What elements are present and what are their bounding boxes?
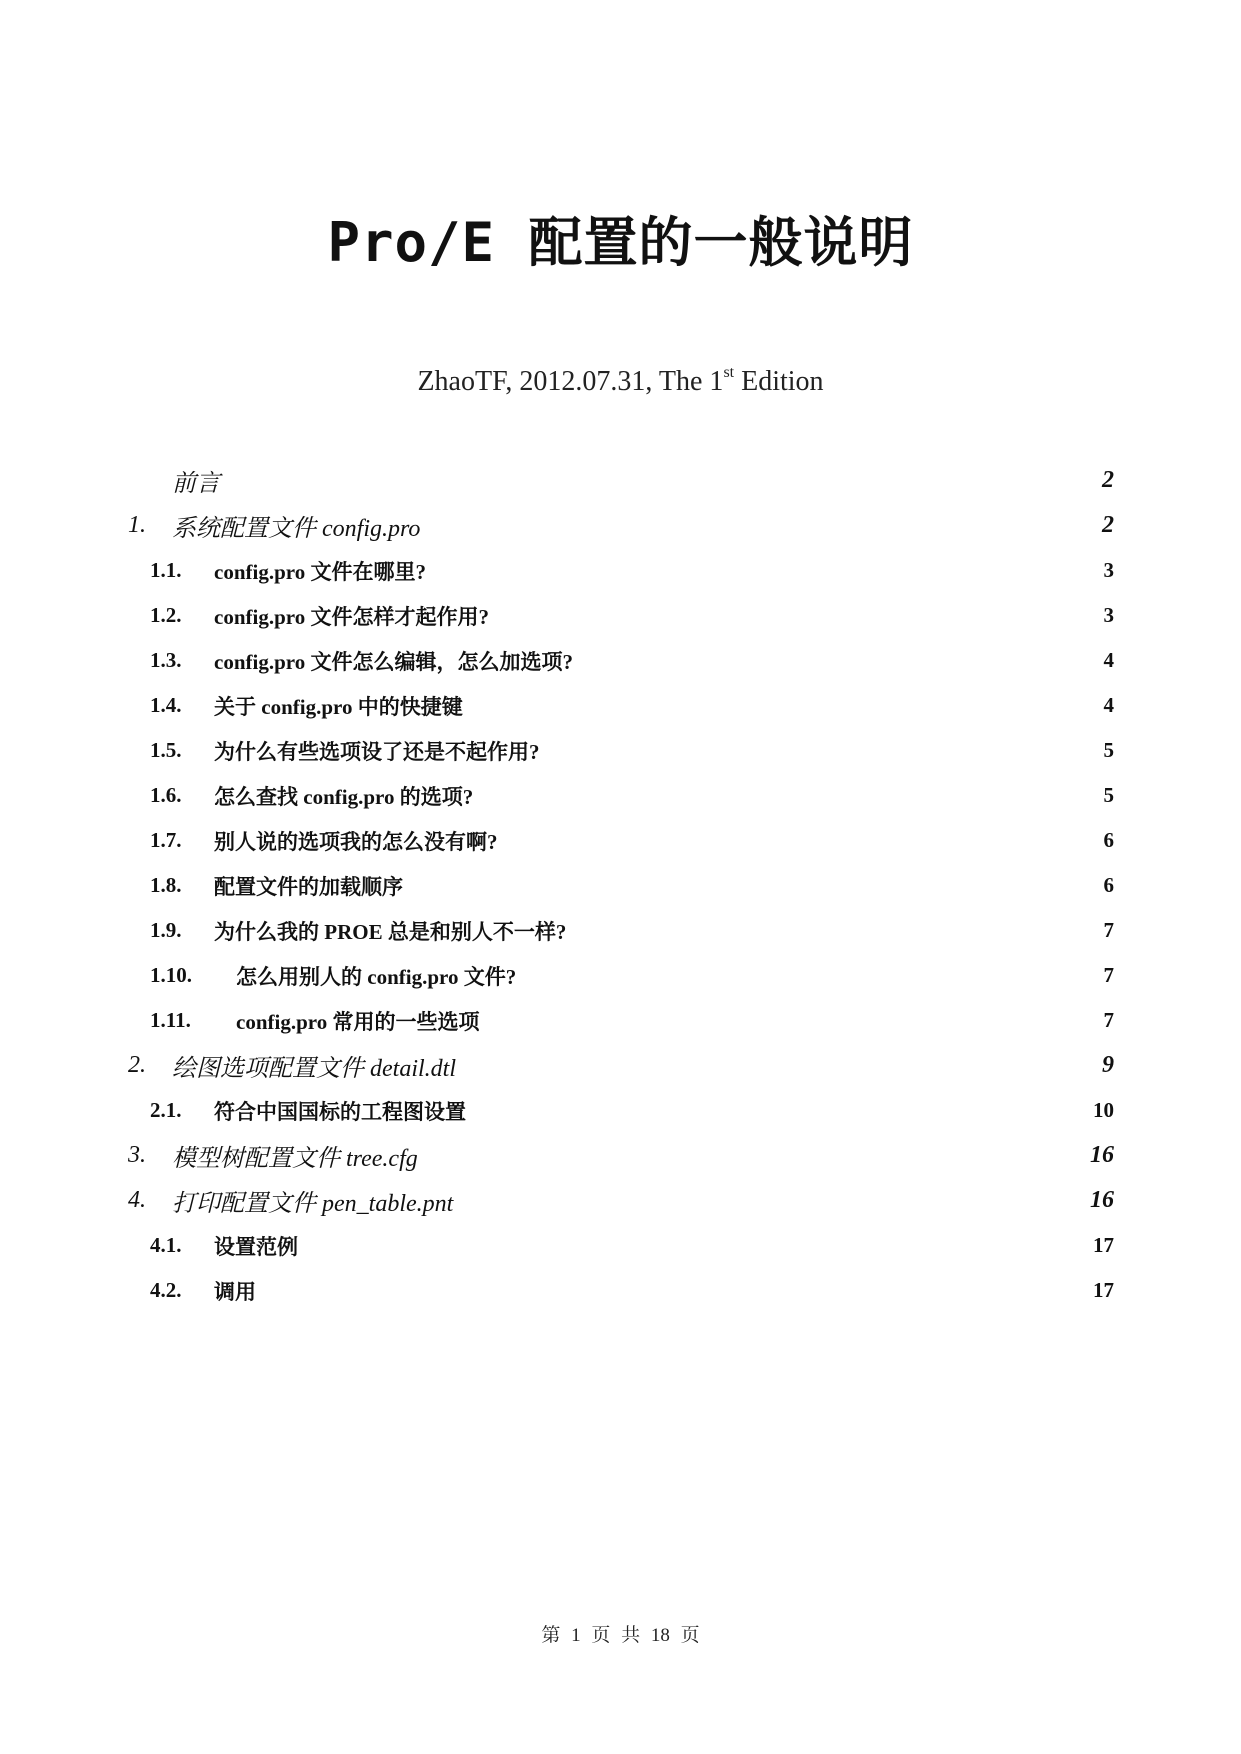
toc-entry-title: 绘图选项配置文件 detail.dtl <box>172 1056 456 1082</box>
toc-entry-page-number: 3 <box>1103 603 1114 627</box>
toc-entry-number: 1.2. <box>150 603 182 627</box>
subtitle-superscript: st <box>723 364 735 381</box>
toc-entry-title: 关于 config.pro 中的快捷键 <box>214 694 463 719</box>
toc-entry-number: 1.11. <box>150 1008 191 1032</box>
toc-entry-title: 为什么有些选项设了还是不起作用? <box>214 739 540 764</box>
toc-entry-page-number: 16 <box>1090 1142 1114 1168</box>
toc-entry-number: 1. <box>128 512 146 538</box>
toc-entry-page-number: 5 <box>1103 783 1114 807</box>
toc-entry-title: config.pro 文件怎么编辑，怎么加选项? <box>214 649 573 674</box>
toc-entry-title: config.pro 常用的一些选项 <box>236 1009 480 1034</box>
toc-entry[interactable] <box>128 908 1114 953</box>
toc-entry[interactable] <box>128 1133 1114 1178</box>
toc-entry-title: config.pro 文件怎样才起作用? <box>214 604 489 629</box>
toc-entry[interactable] <box>128 1223 1114 1268</box>
toc-entry-number: 2.1. <box>150 1098 182 1122</box>
toc-entry-page-number: 4 <box>1103 648 1114 672</box>
toc-entry-number: 4.1. <box>150 1233 182 1257</box>
toc-entry[interactable] <box>128 998 1114 1043</box>
toc-entry-page-number: 2 <box>1102 512 1114 538</box>
toc-entry-title: 配置文件的加载顺序 <box>214 874 403 899</box>
table-of-contents <box>128 458 1114 1313</box>
toc-entry-page-number: 7 <box>1103 963 1114 987</box>
toc-entry[interactable] <box>128 458 1114 503</box>
toc-entry-page-number: 17 <box>1093 1278 1114 1302</box>
toc-entry-number: 2. <box>128 1052 146 1078</box>
toc-entry-number: 1.7. <box>150 828 182 852</box>
toc-entry-page-number: 3 <box>1103 558 1114 582</box>
toc-entry-title: config.pro 文件在哪里? <box>214 559 426 584</box>
toc-entry-title: 打印配置文件 pen_table.pnt <box>172 1191 454 1217</box>
toc-entry-number: 4. <box>128 1187 146 1213</box>
toc-entry-page-number: 6 <box>1103 828 1114 852</box>
toc-entry-page-number: 16 <box>1090 1187 1114 1213</box>
document-title: Pro/E 配置的一般说明 <box>327 211 914 274</box>
toc-entry[interactable] <box>128 1043 1114 1088</box>
toc-entry-title: 模型树配置文件 tree.cfg <box>172 1146 418 1172</box>
toc-entry[interactable] <box>128 818 1114 863</box>
toc-entry-page-number: 2 <box>1102 467 1114 493</box>
toc-entry-title: 符合中国国标的工程图设置 <box>214 1099 466 1124</box>
toc-entry-title: 前言 <box>172 471 220 497</box>
toc-entry-number: 1.5. <box>150 738 182 762</box>
toc-entry-page-number: 7 <box>1103 918 1114 942</box>
toc-entry[interactable] <box>128 728 1114 773</box>
toc-entry-title: 系统配置文件 config.pro <box>172 516 421 542</box>
toc-entry-title: 设置范例 <box>214 1234 298 1259</box>
toc-entry-page-number: 17 <box>1093 1233 1114 1257</box>
toc-entry[interactable] <box>128 683 1114 728</box>
toc-entry-number: 1.6. <box>150 783 182 807</box>
toc-entry-page-number: 4 <box>1103 693 1114 717</box>
page-footer: 第 1 页 共 18 页 <box>541 1625 700 1646</box>
toc-entry[interactable] <box>128 1088 1114 1133</box>
toc-entry[interactable] <box>128 773 1114 818</box>
toc-entry[interactable] <box>128 1178 1114 1223</box>
subtitle-main: ZhaoTF, 2012.07.31, The 1 <box>417 366 724 397</box>
toc-entry-number: 1.3. <box>150 648 182 672</box>
toc-entry-number: 3. <box>128 1142 146 1168</box>
toc-entry-page-number: 9 <box>1102 1052 1114 1078</box>
toc-entry-number: 1.1. <box>150 558 182 582</box>
author-edition-line <box>0 366 1241 398</box>
toc-entry-number: 1.10. <box>150 963 192 987</box>
toc-entry-title: 调用 <box>214 1279 256 1304</box>
toc-entry[interactable] <box>128 1268 1114 1313</box>
toc-entry[interactable] <box>128 503 1114 548</box>
toc-entry-title: 为什么我的 PROE 总是和别人不一样? <box>214 919 567 944</box>
toc-entry-number: 1.9. <box>150 918 182 942</box>
toc-entry-title: 别人说的选项我的怎么没有啊? <box>214 829 498 854</box>
toc-entry-number: 1.4. <box>150 693 182 717</box>
toc-entry-page-number: 10 <box>1093 1098 1114 1122</box>
toc-entry[interactable] <box>128 638 1114 683</box>
toc-entry-number: 1.8. <box>150 873 182 897</box>
toc-entry-title: 怎么查找 config.pro 的选项? <box>214 784 474 809</box>
toc-entry[interactable] <box>128 863 1114 908</box>
toc-entry-page-number: 7 <box>1103 1008 1114 1032</box>
toc-entry[interactable] <box>128 593 1114 638</box>
toc-entry[interactable] <box>128 548 1114 593</box>
toc-entry-page-number: 6 <box>1103 873 1114 897</box>
toc-entry-number: 4.2. <box>150 1278 182 1302</box>
toc-entry-page-number: 5 <box>1103 738 1114 762</box>
toc-entry-title: 怎么用别人的 config.pro 文件? <box>236 964 517 989</box>
subtitle-tail: Edition <box>734 366 824 397</box>
toc-entry[interactable] <box>128 953 1114 998</box>
